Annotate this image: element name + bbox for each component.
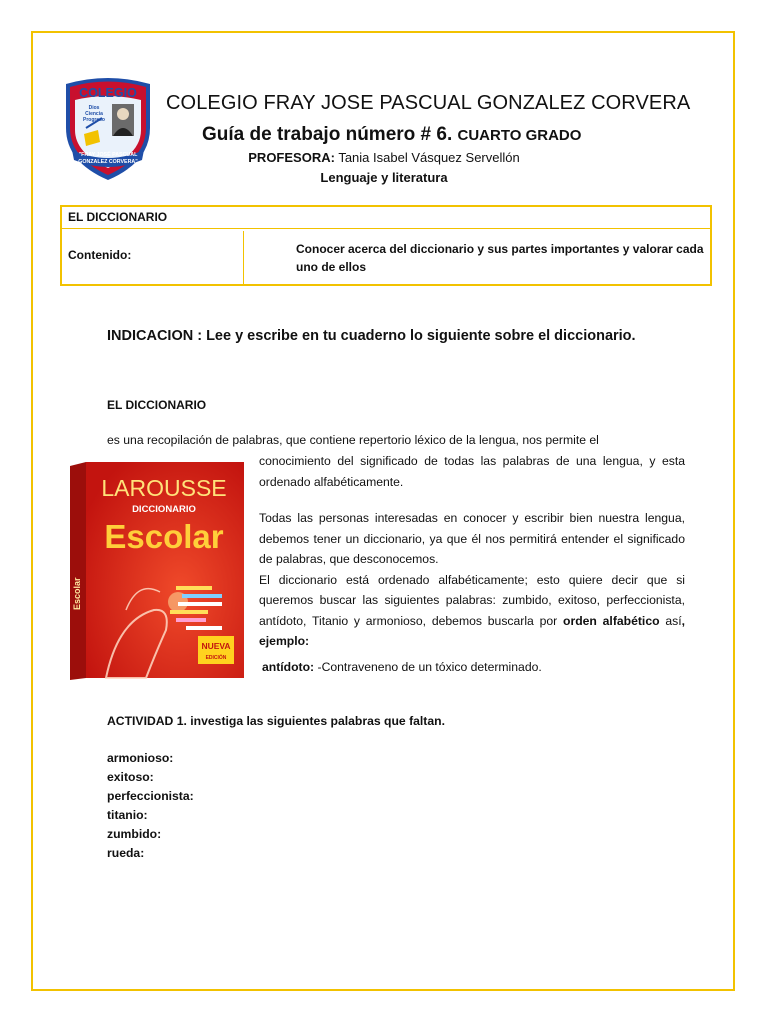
- list-item: titanio:: [107, 808, 148, 822]
- teacher-name: Tania Isabel Vásquez Servellón: [338, 150, 520, 165]
- badge-line-2: EDICIÓN: [205, 655, 227, 661]
- svg-text:"FRAY JOSÉ PASCUAL: "FRAY JOSÉ PASCUAL: [78, 152, 138, 158]
- table-title: EL DICCIONARIO: [62, 207, 710, 229]
- svg-text:Progreso: Progreso: [83, 117, 105, 123]
- svg-text:GONZALEZ CORVERA": GONZALEZ CORVERA": [78, 159, 138, 165]
- grade-label: CUARTO GRADO: [457, 127, 582, 144]
- school-logo: [60, 76, 156, 182]
- dictionary-book-image: [66, 460, 248, 682]
- paragraph-2-3: [259, 508, 685, 652]
- content-label: Contenido:: [62, 231, 244, 284]
- paragraph-3: El diccionario está ordenado alfabéticamente; esto quiere decir que si queremos buscar las siguientes palabras: zumbido, exitoso, perfeccionista, antídoto, Titanio y armonioso, debemos buscarla por orden alfabético así, ejemplo:: [259, 572, 685, 648]
- teacher-line: PROFESORA: Tania Isabel Vásquez Servellón: [248, 150, 520, 165]
- svg-text:Ciencia: Ciencia: [85, 111, 103, 117]
- example-definition: antídoto: -Contraveneno de un tóxico determinado.: [262, 660, 542, 674]
- logo-title: COLEGIO: [79, 86, 137, 100]
- content-text: Conocer acerca del diccionario y sus partes importantes y valorar cada uno de ellos: [296, 242, 704, 274]
- indication: INDICACION : Lee y escribe en tu cuaderno lo siguiente sobre el diccionario.: [107, 328, 636, 344]
- example-word: antídoto:: [262, 660, 315, 674]
- list-item: exitoso:: [107, 770, 154, 784]
- paragraph-2: Todas las personas interesadas en conocer y escribir bien nuestra lengua, debemos tener un diccionario, ya que él nos permitirá entender el significado de palabras, que desconocemos.: [259, 511, 685, 566]
- list-item: rueda:: [107, 846, 145, 860]
- badge-line-1: NUEVA: [201, 641, 231, 651]
- list-item: zumbido:: [107, 827, 162, 841]
- book-spine-text: Escolar: [72, 577, 82, 610]
- book-title: Escolar: [104, 518, 224, 555]
- school-name: COLEGIO FRAY JOSE PASCUAL GONZALEZ CORVERA: [166, 92, 691, 114]
- word-list: [107, 749, 194, 863]
- book-brand: LAROUSSE: [101, 475, 227, 501]
- activity-title: ACTIVIDAD 1. investiga las siguientes palabras que faltan.: [107, 714, 445, 728]
- paragraph-1-first-line: es una recopilación de palabras, que contiene repertorio léxico de la lengua, nos permite el: [107, 433, 599, 447]
- list-item: perfeccionista:: [107, 789, 194, 803]
- subject-label: Lenguaje y literatura: [320, 170, 448, 185]
- paragraph-1-rest: conocimiento del significado de todas las palabras de una lengua, y esta ordenado alfabéticamente.: [259, 454, 685, 489]
- guide-title: Guía de trabajo número # 6. CUARTO GRADO: [202, 124, 582, 145]
- book-line: DICCIONARIO: [132, 504, 196, 515]
- section-title: EL DICCIONARIO: [107, 398, 207, 412]
- portrait-icon: [112, 104, 134, 136]
- list-item: armonioso:: [107, 751, 174, 765]
- svg-text:Dios: Dios: [88, 105, 100, 111]
